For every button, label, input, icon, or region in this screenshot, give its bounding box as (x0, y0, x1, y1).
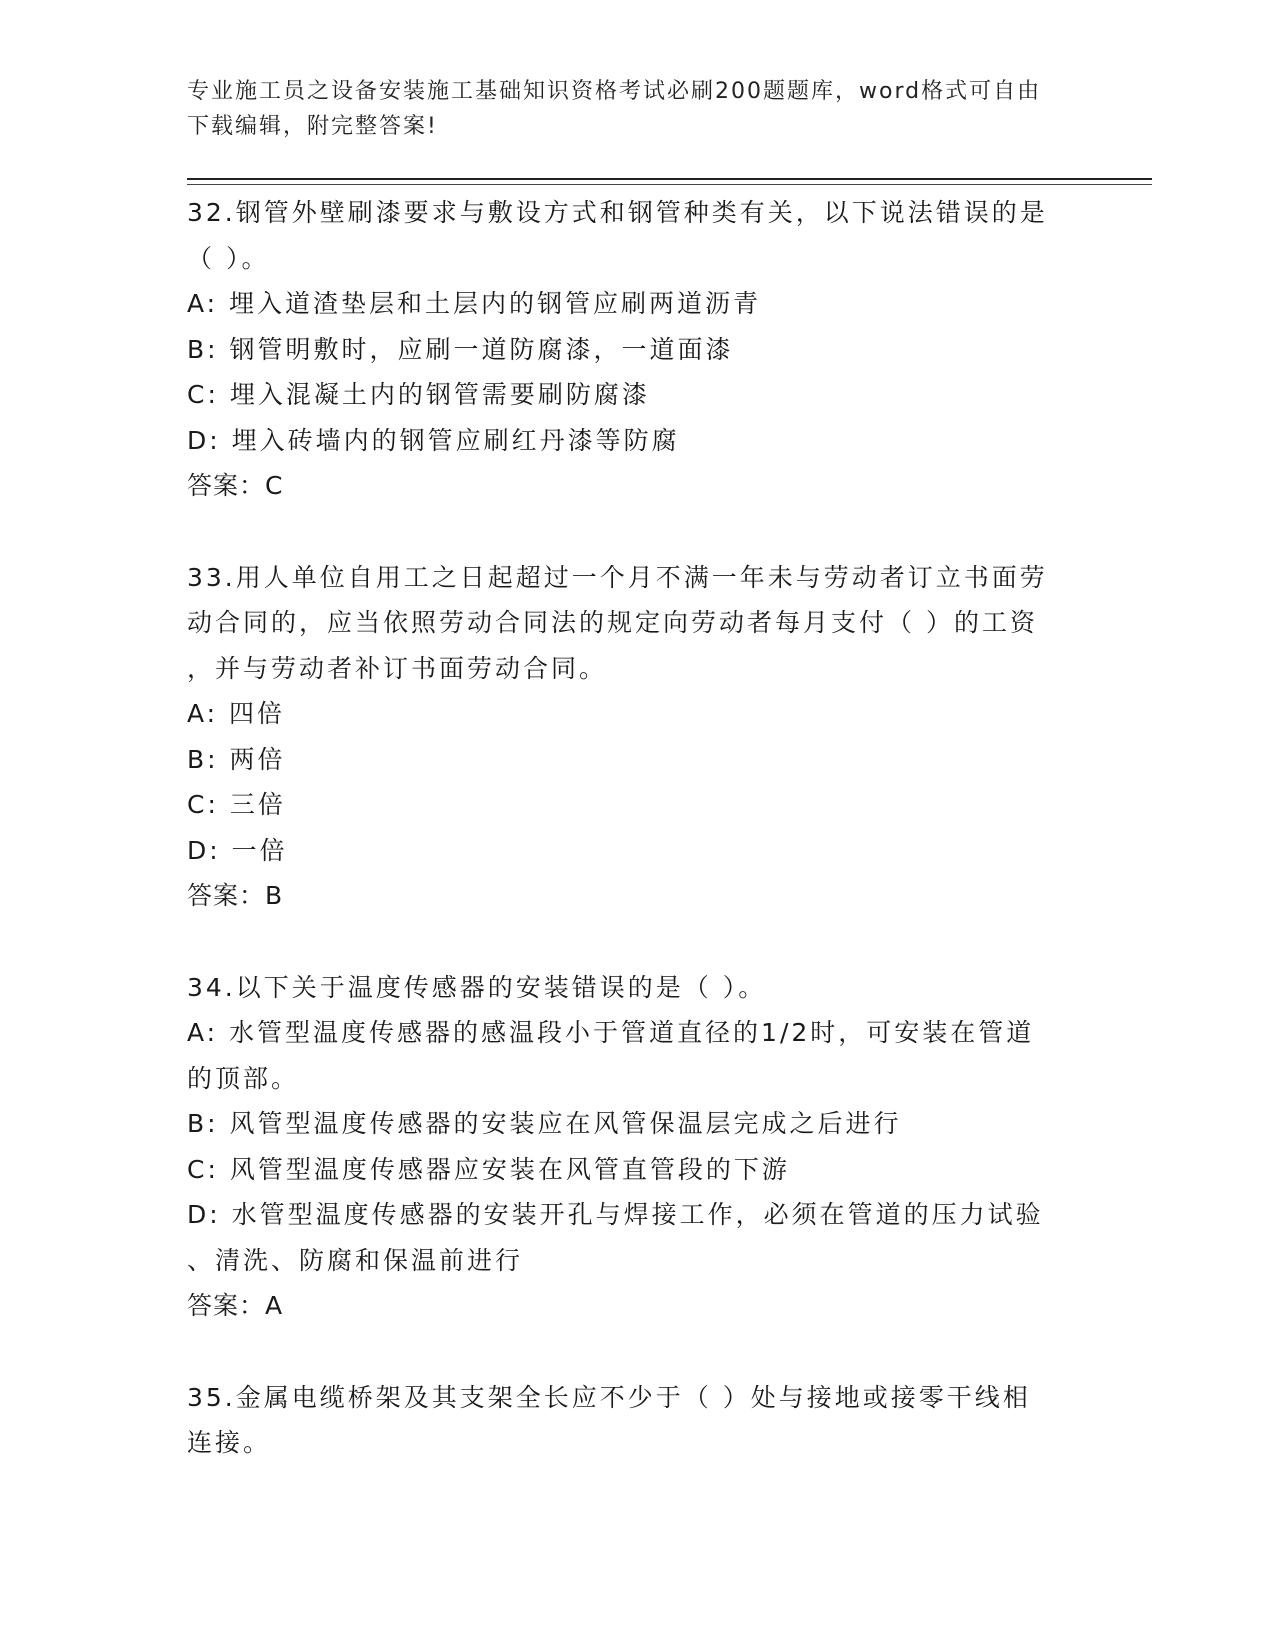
answer-option: C: 埋入混凝土内的钢管需要刷防腐漆 (187, 380, 650, 409)
question-stem: （ ）。 (187, 243, 270, 273)
header-line: 下载编辑，附完整答案! (187, 114, 438, 139)
question-stem: 连接。 (187, 1428, 272, 1457)
answer-option: B: 钢管明敷时，应刷一道防腐漆，一道面漆 (187, 334, 734, 364)
question-block (187, 1375, 1072, 1466)
question-stem: 32.钢管外壁刷漆要求与敷设方式和钢管种类有关，以下说法错误的是 (187, 198, 1048, 227)
question-stem: 34.以下关于温度传感器的安装错误的是（ ）。 (187, 972, 767, 1002)
answer-option: 、清洗、防腐和保温前进行 (187, 1245, 524, 1275)
answer-option: A: 水管型温度传感器的感温段小于管道直径的1/2时，可安装在管道 (187, 1018, 1035, 1047)
answer-option: 的顶部。 (187, 1063, 300, 1093)
header-divider (187, 178, 1152, 180)
answer-option: D: 埋入砖墙内的钢管应刷红丹漆等防腐 (187, 425, 680, 455)
question-block (187, 965, 1072, 1329)
answer-option: A: 四倍 (187, 699, 286, 728)
question-list (187, 190, 1072, 1512)
answer-option: C: 风管型温度传感器应安装在风管直管段的下游 (187, 1154, 790, 1184)
question-stem: 动合同的，应当依照劳动合同法的规定向劳动者每月支付（ ）的工资 (187, 608, 1038, 637)
header-divider (187, 184, 1152, 185)
answer-option: D: 一倍 (187, 835, 288, 865)
answer-option: A: 埋入道渣垫层和土层内的钢管应刷两道沥青 (187, 289, 762, 318)
answer-option: B: 两倍 (187, 744, 286, 774)
answer-option: D: 水管型温度传感器的安装开孔与焊接工作，必须在管道的压力试验 (187, 1200, 1044, 1229)
question-block (187, 190, 1072, 509)
document-header (187, 74, 1067, 144)
question-stem: 35.金属电缆桥架及其支架全长应不少于（ ）处与接地或接零干线相 (187, 1382, 1031, 1412)
question-stem: ，并与劳动者补订书面劳动合同。 (187, 653, 608, 683)
answer-key: 答案：C (187, 471, 284, 500)
answer-key: 答案：B (187, 881, 284, 910)
header-line: 专业施工员之设备安装施工基础知识资格考试必刷200题题库，word格式可自由 (187, 79, 1042, 104)
question-stem: 33.用人单位自用工之日起超过一个月不满一年未与劳动者订立书面劳 (187, 562, 1048, 592)
answer-option: C: 三倍 (187, 790, 286, 819)
answer-option: B: 风管型温度传感器的安装应在风管保温层完成之后进行 (187, 1109, 902, 1138)
question-block (187, 555, 1072, 919)
answer-key: 答案：A (187, 1291, 284, 1320)
